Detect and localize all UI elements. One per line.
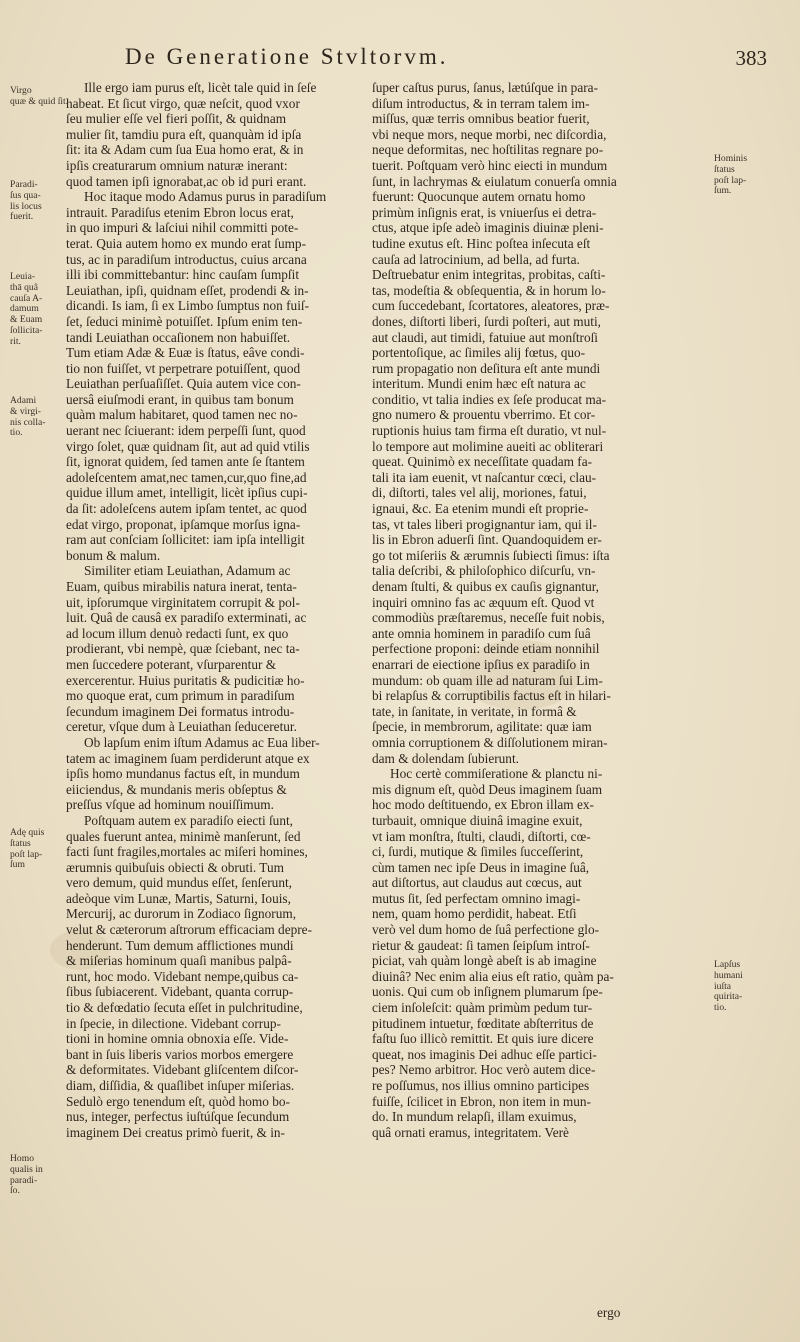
text-line: mundum: ob quam ille ad naturam ſui Lim- [372,672,603,688]
text-line: Ob lapſum enim iſtum Adamus ac Eua liber- [84,734,320,750]
text-line: edat virgo, proponat, ipſamque morſus igna- [66,516,301,532]
text-line: Euam, quibus mirabilis natura inerat, tenta- [66,579,297,594]
text-line: uit, ipſorumque virginitatem corrupit & pol- [66,594,300,610]
text-line: ruptionis huius tam firma eſt duratio, vt nul- [372,423,607,439]
margin-note-homo [10,1154,43,1197]
margin-note-line: Lapſus [714,959,741,970]
margin-note-leuiathan [10,272,43,348]
text-line: quod tamen ipſi ignorabat,ac ob id puri erant. [66,173,307,189]
margin-note-line: Virgo [10,85,32,96]
running-title: De Generatione Stvltorvm. [125,44,449,69]
text-line: facti ſunt fragiles,mortales ac miſeri homines, [66,844,308,860]
text-line: tio non fuiſſet, vt perpetrare potuiſſent, quod [66,360,301,376]
text-line: fuerunt: Quocunque autem ornatu homo [372,189,586,205]
text-line: luit. Quâ de causâ ex paradiſo exterminati, ac [66,610,307,626]
catchword: ergo [597,1305,621,1320]
margin-note-line: ſtatus [10,837,31,849]
text-line: Hoc itaque modo Adamus purus in paradiſum [84,189,327,205]
text-line: Similiter etiam Leuiathan, Adamum ac [84,563,291,579]
text-line: commodiùs præſtaremus, neceſſe fuit nobis, [372,610,605,626]
margin-note-line: quirita- [714,991,743,1003]
margin-note-line: rit. [10,335,21,347]
text-line: piciat, vah quàm longè abeſt is ab imagine [372,953,597,969]
margin-note-line: nis colla- [10,416,46,428]
margin-note-lapsus [714,960,743,1014]
text-line: pitudinem intuetur, fœditate abſterritus de [372,1015,594,1031]
margin-note-paradisus [10,180,42,223]
text-line: ci, ſurdi, mutique & ſimiles ſucceſſerint, [372,844,584,860]
text-line: vt iam monſtra, ſtulti, claudi, diſtorti, cœ- [372,828,591,844]
text-line: ſit: ita & Adam cum ſua Eua homo erat, & in [66,142,304,158]
margin-note-line: & virgi- [10,405,42,417]
text-line: cauſa ad latrocinium, ad bella, ad furta. [372,251,580,267]
text-line: conditio, vt talia indies ex ſeſe producat ma- [372,391,607,407]
text-line: enarrari de eiectione ipſius ex paradiſo in [372,656,590,672]
text-line: ram aut conſciam ſollicitet: iam ipſa intelligit [66,532,305,548]
text-line: Hoc certè commiſeratione & planctu ni- [390,766,603,782]
margin-note-line: cauſa A- [10,292,43,304]
text-line: tali ita iam euenit, vt naſcantur cœci, clau- [372,469,597,485]
margin-note-line: Hominis [714,153,748,164]
margin-note-line: Leuia- [10,271,36,282]
text-line: preſſus vſque ad hominum nouiſſimum. [66,797,274,813]
margin-note-line: tio. [714,1002,727,1014]
text-line: tus, ac in paradiſum introductus, cuius arcana [66,251,307,267]
text-line: talia deſcribi, & philoſophico diſcurſu, vn- [372,563,596,579]
text-line: tudine exutus eſt. Hinc poſtea inſecuta eſt [372,235,591,251]
text-line: & miſerias hominum quaſi manibus palpâ- [66,953,292,969]
text-line: aut diſtortus, aut claudus aut cœcus, aut [372,875,582,891]
text-line: tas, modeſtia & obſequentia, & in horum lo- [372,282,606,298]
text-line: uersâ eiuſmodi erant, in quibus tam bonum [66,391,294,407]
margin-note-line: paradi- [10,1174,38,1186]
text-line: dicandi. Is iam, ſi ex Limbo ſumptus non fuiſ- [66,298,310,314]
left-text-column [66,80,358,1140]
margin-note-line: ſo. [10,1185,20,1197]
text-line: ſuper caſtus purus, ſanus, lætúſque in para- [372,80,598,95]
margin-note-hominis [714,154,747,197]
margin-note-line: poſt lap- [714,174,747,186]
text-line: velut & cæterorum aſtrorum efficaciam depre- [66,922,313,938]
page-number: 383 [735,46,767,70]
text-line: henderunt. Tum demum afflictiones mundi [66,937,294,953]
text-line: bant in ſuis liberis varios morbos emergere [66,1046,294,1062]
text-line: tatem ac imaginem ſuam perdiderunt atque ex [66,750,310,766]
text-line: ſet, ſeduci minimè potuiſſet. Ipſum enim ten- [66,313,303,329]
text-line: rietur & gaudeat: ſi tamen ſeipſum introſ- [372,937,590,953]
text-line: interitum. Mundi enim hæc eſt natura ac [372,376,586,392]
text-line: cùm tamen nec ipſe Deus in imagine ſuâ, [372,859,590,875]
text-line: runt, hoc modo. Videbant nempe,quibus ca- [66,968,299,984]
text-line: Mercurij, ac durorum in Zodiaco ſignorum, [66,906,297,922]
text-line: tioni in homine omnia obnoxia eſſe. Vide- [66,1031,289,1047]
text-line: vbi neque mors, neque morbi, nec diſcordia, [372,126,607,142]
text-line: pes? Nemo arbitror. Hoc verò autem dice- [372,1062,596,1078]
text-line: ceretur, vſque dum à Leuiathan ſeduceretur. [66,719,297,735]
margin-note-line: ſollicita- [10,324,43,336]
text-line: ciem inſoleſcit: quàm primùm pedum tur- [372,1000,593,1016]
margin-note-line: quæ & quid ſit. [10,95,69,107]
margin-note-line: Homo [10,1153,34,1164]
text-line: nus, integer, perfectus iuſtúſque ſecundum [66,1109,290,1125]
text-line: ſeu mulier eſſe vel fieri poſſit, & quidnam [66,111,287,127]
text-line: Poſtquam autem ex paradiſo eiecti ſunt, [84,812,293,828]
margin-note-line: ſtatus [714,163,735,175]
margin-note-line: ſus qua- [10,189,41,201]
text-line: Ille ergo iam purus eſt, licèt tale quid in ſeſe [84,80,317,95]
margin-note-line: thā quâ [10,281,38,293]
text-line: dam & dolendam ſubierunt. [372,750,519,766]
right-text-column [372,80,668,1140]
text-line: ad locum illum denuò redacti ſunt, ex quo [66,625,289,641]
text-line: adeòque vim Lunæ, Martis, Saturni, Iouis, [66,890,291,906]
text-line: portentoſique, ac ſimiles alij fœtus, quo- [372,345,586,361]
text-line: miſſus, quæ terris omnibus beatior fuerit, [372,111,590,127]
margin-note-adae-status [10,828,44,871]
margin-note-line: Adami [10,395,37,406]
text-line: quales fuerunt antea, minimè manſerunt, ſed [66,828,301,844]
margin-note-line: iuſta [714,980,732,992]
text-line: ante omnia hominem in paradiſo cum ſuâ [372,625,591,641]
text-line: ſecundum imaginem Dei formatus introdu- [66,703,295,719]
text-line: ſunt, in lachrymas & eiulatum conuerſa omnia [372,173,617,189]
text-line: gno numero & prouentu vberrimo. Et cor- [372,407,596,423]
text-line: di, diſtorti, tales vel alij, moriones, fatui, [372,485,587,501]
text-line: illi ibi committebantur: hinc cauſam ſumpſit [66,267,300,283]
margin-note-line: qualis in [10,1163,43,1175]
text-line: neque deformitas, nec hoſtilitas regnare po- [372,142,604,158]
text-line: mutus ſit, ſed perfectam omnino imagi- [372,890,581,906]
text-line: turbauit, omnique diuinâ imagine exuit, [372,812,583,828]
text-line: mulier ſit, tamdiu pura eſt, quanquàm id ipſa [66,126,302,142]
text-line: tas, vt tales liberi progignantur iam, qui il- [372,516,597,532]
text-line: ipſis homo mundanus factus eſt, in mundum [66,766,300,782]
margin-note-line: lis locus [10,200,42,212]
text-line: omnia corruptionem & diſſolutionem miran- [372,734,608,750]
text-line: ſibus ſubiacerent. Videbant, quanta corrup- [66,984,294,1000]
margin-note-line: tio. [10,427,23,439]
text-line: eiiciendus, & mundanis meris obſeptus & [66,781,287,797]
text-line: quàm malum habitaret, quod tamen nec no- [66,407,298,423]
text-line: queat, nos imaginis Dei adhuc eſſe partici- [372,1046,597,1062]
text-line: & deformitates. Videbant gliſcentem diſcor- [66,1062,299,1078]
text-line: do. In mundum relapſi, illam exuimus, [372,1109,577,1125]
text-line: uonis. Qui cum ob inſignem plumarum ſpe- [372,984,603,1000]
text-line: tandi Leuiathan occaſionem non habuiſſet. [66,329,291,345]
margin-note-line: Paradi- [10,179,38,190]
text-line: re poſſumus, nos illius omnino participes [372,1078,590,1093]
text-line: ctus, atque ipſe adeò imaginis diuinæ pleni- [372,220,604,236]
text-line: fuiſſe, ſcilicet in Ebron, non item in mun- [372,1093,591,1109]
text-line: dones, diſtorti liberi, ſurdi poſteri, aut muti, [372,313,601,329]
text-line: terat. Quia autem homo ex mundo erat ſump- [66,235,307,251]
text-line: Leuiathan, ipſi, quidnam eſſet, prodendi & in- [66,282,309,298]
text-line: mo quoque erat, cum primum in paradiſum [66,688,295,704]
text-line: diam, diſſidia, & quaſlibet inſuper miſerias. [66,1078,295,1093]
text-line: denam ſtulti, & quibus ex cauſis gignantur, [372,579,599,594]
text-line: Deſtruebatur enim integritas, probitas, caſti- [372,267,606,283]
text-line: rum propagatio non deſitura eſt ante mundi [372,360,601,376]
text-line: quidue illum amet, intelligit, licèt ipſius cupi- [66,485,308,501]
text-line: Tum etiam Adæ & Euæ is ſtatus, eâve condi- [66,345,305,361]
text-line: bi relapſus & corruptibilis factus eſt in hilari- [372,688,611,704]
text-line: intrauit. Paradiſus etenim Ebron locus erat, [66,204,294,220]
margin-note-line: & Euam [10,314,43,326]
margin-note-line: ſum [10,859,25,871]
text-line: primùm inſignis erat, is vniuerſus ei detra- [372,204,597,220]
text-line: tio & defœdatio ſecuta eſſet in pulchritudine, [66,1000,303,1016]
text-line: diuinâ? Nec enim alia eius eſt ratio, quàm pa- [372,968,614,984]
margin-note-line: damum [10,303,39,315]
text-line: in quo impuri & laſciui nihil committi pote- [66,220,299,236]
margin-note-line: ſum. [714,185,732,197]
text-line: faſtu ſuo illicò remittit. Et quis iure dicere [372,1031,594,1047]
text-line: ipſis creaturarum omnium naturæ inerant: [66,157,288,173]
text-line: ſpecie, in membrorum, agilitate: quæ iam [372,719,592,735]
text-line: perfectione proponi: deinde etiam nonnihil [372,641,600,657]
text-line: hoc modo deſtituendo, ex Ebron illam ex- [372,797,594,813]
text-line: inquiri omnino fas ac æquum eſt. Quod vt [372,594,595,610]
text-line: diſum introductus, & in terram talem im- [372,95,590,111]
margin-note-adami [10,396,45,439]
text-line: ærumnis quibuſuis obiecti & obruti. Tum [66,859,284,875]
text-line: quâ ornati eramus, integritatem. Verè [372,1124,569,1140]
text-line: ſit, ignorat quidem, ſed tamen ante ſe ſtantem [66,454,305,470]
text-line: prodierant, vbi nempè, quæ ſciebant, nec ta- [66,641,300,657]
running-header [125,44,775,74]
text-line: imaginem Dei creatus primò fuerit, & in- [66,1124,285,1140]
text-line: men ſuccedere poterant, vſurparentur & [66,656,277,672]
text-line: verò vel dum homo de ſuâ perfectione glo- [372,922,600,938]
text-line: aut claudi, aut timidi, fatuiue aut monſtroſi [372,329,598,345]
text-line: queat. Quinimò ex neceſſitate quadam fa- [372,454,593,470]
text-line: virgo ſolet, quæ quidnam ſit, aut ad quid vtilis [66,438,310,454]
text-line: uerant nec ſciuerant: idem perpeſſi ſunt, quod [66,423,306,439]
text-line: lis in Ebron aduerſi ſint. Quandoquidem er- [372,532,602,548]
text-line: exercerentur. Huius puritatis & pudicitiæ ho- [66,672,305,688]
text-line: in ſpecie, in dilectione. Videbant corrup- [66,1015,281,1031]
text-line: habeat. Et ſicut virgo, quæ neſcit, quod vxor [66,95,300,111]
margin-note-line: poſt lap- [10,848,43,860]
margin-note-line: Adę quis [10,827,45,838]
margin-note-line: humani [714,969,743,981]
text-line: ignaui, &c. Ea etenim mundi eſt proprie- [372,501,589,517]
text-line: tuerit. Poſtquam verò hinc eiecti in mundum [372,157,608,173]
text-line: cum ſuccedebant, ſcortatores, aleatores, præ- [372,298,610,314]
text-line: Leuiathan perſuaſiſſet. Quia autem vice con- [66,376,301,392]
margin-note-line: fuerit. [10,211,34,223]
text-line: da ſit: adoleſcens autem ipſam tentet, ac quod [66,501,307,517]
margin-note-virgo [10,86,68,108]
text-line: nem, quam homo perdidit, habeat. Etſi [372,906,577,922]
text-line: lo tempore aut molimine aueiti ac obliterari [372,438,604,454]
text-line: bonum & malum. [66,547,161,563]
text-line: tate, in ſanitate, in veritate, in formâ & [372,703,577,719]
text-line: go tot miſeriis & ærumnis ſubiecti ſimus: iſta [372,547,610,563]
text-line: adoleſcentem amat,nec tamen,cur,quo fine,ad [66,469,307,485]
text-line: mis dignum eſt, quòd Deus imaginem ſuam [372,781,603,797]
text-line: Sedulò ergo tenendum eſt, quòd homo bo- [66,1093,290,1109]
text-line: vero demum, quid mundus eſſet, ſenſerunt, [66,875,293,891]
